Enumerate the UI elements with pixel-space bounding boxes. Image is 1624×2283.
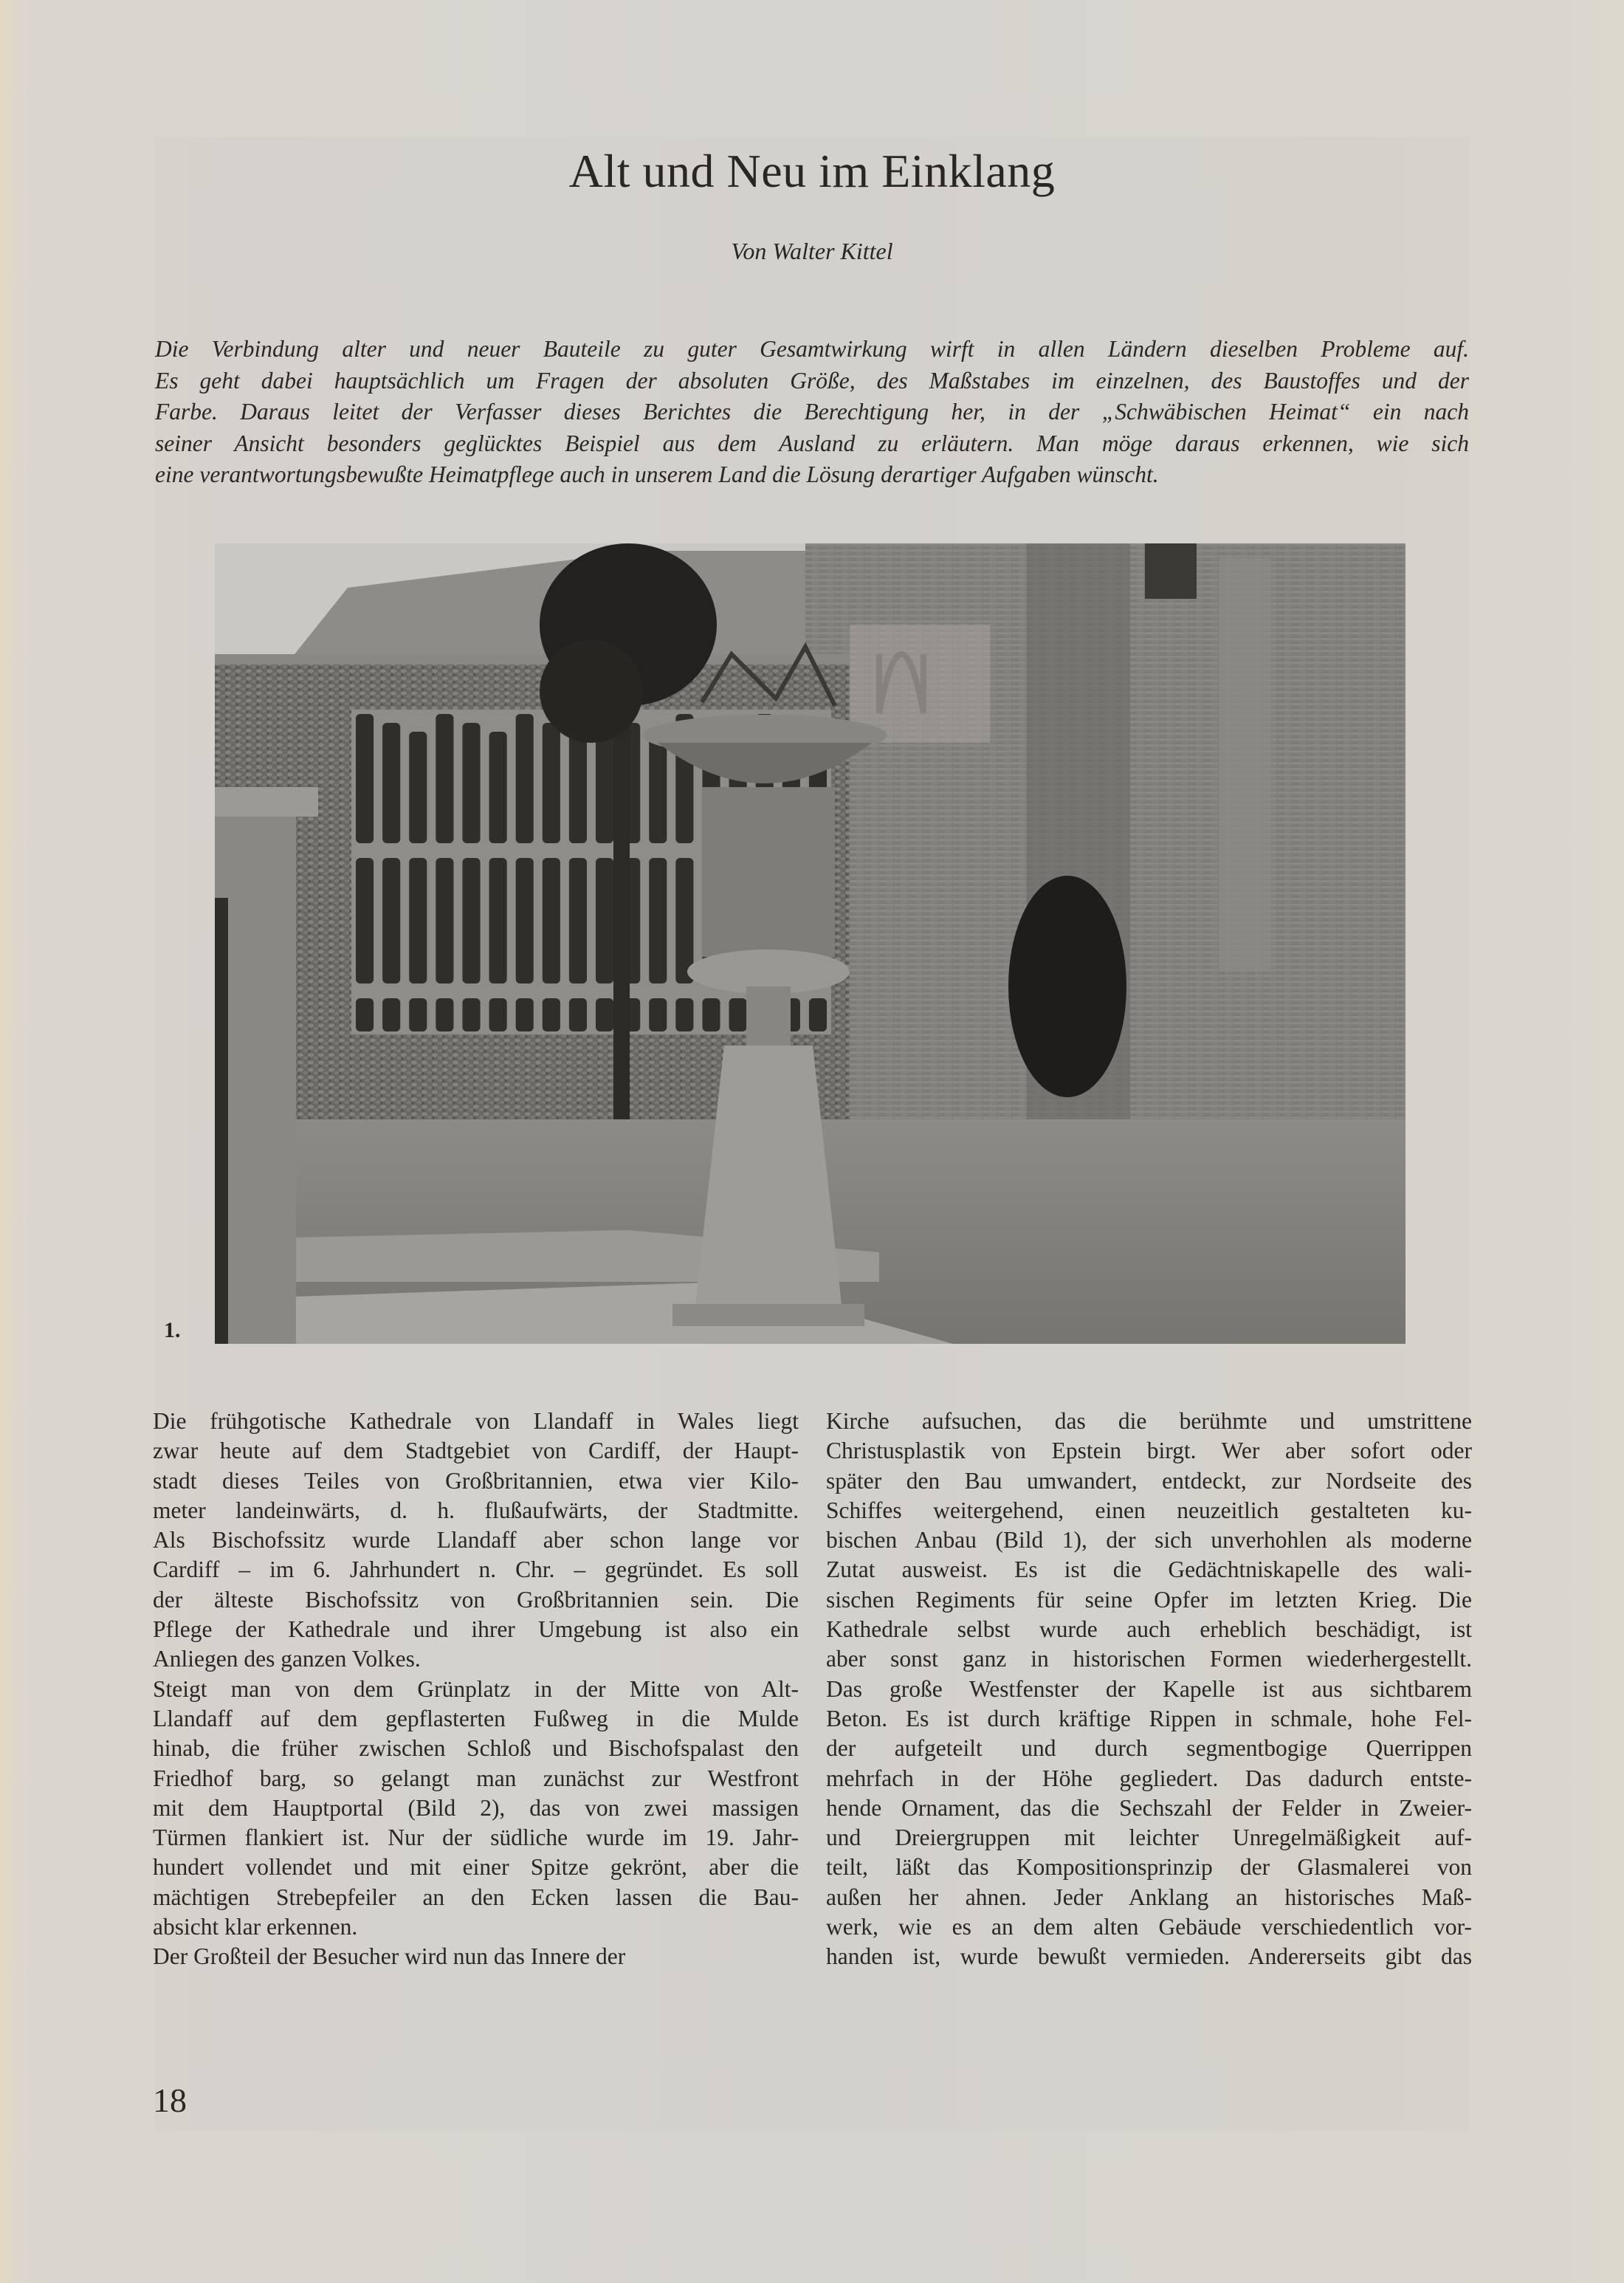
window-pane	[649, 858, 667, 983]
window-pane	[675, 858, 693, 983]
window-pane	[596, 998, 613, 1031]
figure-number: 1.	[164, 1318, 181, 1342]
window-pane	[809, 998, 827, 1031]
window-pane	[543, 858, 560, 983]
body-line: Beton. Es ist durch kräftige Rippen in schmale, hohe Fel-	[826, 1705, 1472, 1731]
body-line: außen her ahnen. Jeder Anklang an historisches Maß-	[826, 1884, 1472, 1910]
body-line: teilt, läßt das Kompositionsprinzip der Glasmalerei von	[826, 1854, 1472, 1881]
body-line: Als Bischofssitz wurde Llandaff aber schon lange vor	[153, 1527, 799, 1554]
intro-line: seiner Ansicht besonders geglücktes Beispiel aus dem Ausland zu erläutern. Man möge daraus erkennen, wie sich	[155, 430, 1469, 456]
window-pane	[462, 998, 480, 1031]
window-pane	[356, 714, 374, 843]
article-byline: Von Walter Kittel	[731, 238, 893, 264]
page-number: 18	[153, 2081, 187, 2119]
window-pane	[596, 858, 613, 983]
body-line: meter landeinwärts, d. h. flußaufwärts, der Stadtmitte.	[153, 1497, 799, 1523]
body-line: sischen Regiments für seine Opfer im letzten Krieg. Die	[826, 1586, 1472, 1613]
window-pane	[382, 723, 400, 843]
body-line: Steigt man von dem Grünplatz in der Mitte von Alt-	[153, 1675, 799, 1702]
body-line: Das große Westfenster der Kapelle ist aus sichtbarem	[826, 1675, 1472, 1702]
body-line: mehrfach in der Höhe gegliedert. Das dadurch entste-	[826, 1765, 1472, 1791]
body-line: stadt dieses Teiles von Großbritannien, etwa vier Kilo-	[153, 1467, 799, 1494]
article-title: Alt und Neu im Einklang	[568, 145, 1056, 197]
window-pane	[382, 998, 400, 1031]
body-line: Llandaff auf dem gepflasterten Fußweg in die Mulde	[153, 1705, 799, 1731]
body-line: der aufgeteilt und durch segmentbogige Querrippen	[826, 1735, 1472, 1762]
body-line: hundert vollendet und mit einer Spitze gekrönt, aber die	[153, 1854, 799, 1881]
window-pane	[382, 858, 400, 983]
body-line: Der Großteil der Besucher wird nun das Innere der	[153, 1943, 626, 1970]
body-line: absicht klar erkennen.	[153, 1914, 358, 1940]
window-pane	[729, 998, 747, 1031]
window-pane	[436, 858, 453, 983]
window-pane	[543, 998, 560, 1031]
window-pane	[436, 714, 453, 843]
window-pane	[489, 732, 507, 843]
window-pane	[489, 998, 507, 1031]
body-line: Cardiff – im 6. Jahrhundert n. Chr. – gegründet. Es soll	[153, 1556, 799, 1583]
window-pane	[409, 998, 427, 1031]
body-line: Türmen flankiert ist. Nur der südliche wurde im 19. Jahr-	[153, 1824, 799, 1851]
body-line: bischen Anbau (Bild 1), der sich unverhohlen als moderne	[826, 1527, 1472, 1554]
body-line: mächtigen Strebepfeiler an den Ecken lassen die Bau-	[153, 1884, 799, 1910]
body-line: handen ist, wurde bewußt vermieden. Andererseits gibt das	[826, 1943, 1472, 1970]
body-line: aber sonst ganz in historischen Formen wiederhergestellt.	[826, 1646, 1472, 1672]
body-line: Schiffes weitergehend, einen neuzeitlich gestalteten ku-	[826, 1497, 1472, 1523]
body-line: Kathedrale selbst wurde auch erheblich beschädigt, ist	[826, 1616, 1472, 1643]
body-column-left	[153, 1407, 799, 1972]
body-line: Pflege der Kathedrale und ihrer Umgebung ist also ein	[153, 1616, 799, 1643]
window-pane	[409, 858, 427, 983]
window-pane	[649, 732, 667, 843]
body-line: Zutat ausweist. Es ist die Gedächtniskapelle des wali-	[826, 1556, 1472, 1583]
window-pane	[516, 714, 534, 843]
body-line: Die frühgotische Kathedrale von Llandaff in Wales liegt	[153, 1408, 799, 1434]
window-pane	[516, 858, 534, 983]
window-pane	[409, 732, 427, 843]
window-pane	[462, 723, 480, 843]
article-intro	[155, 334, 1469, 491]
body-line: werk, wie es an dem alten Gebäude verschiedentlich vor-	[826, 1914, 1472, 1940]
intro-line: Farbe. Daraus leitet der Verfasser dieses Berichtes die Berechtigung her, in der „Schwäbischen Heimat“ ein nach	[155, 399, 1469, 425]
window-pane	[356, 858, 374, 983]
window-pane	[489, 858, 507, 983]
body-line: hinab, die früher zwischen Schloß und Bischofspalast den	[153, 1735, 799, 1762]
body-line: Friedhof barg, so gelangt man zunächst zur Westfront	[153, 1765, 799, 1791]
body-line: und Dreiergruppen mit leichter Unregelmäßigkeit auf-	[826, 1824, 1472, 1851]
window-pane	[436, 998, 453, 1031]
body-line: hende Ornament, das die Sechszahl der Felder in Zweier-	[826, 1794, 1472, 1821]
yew-bush	[1008, 876, 1126, 1097]
body-line: zwar heute auf dem Stadtgebiet von Cardiff, der Haupt-	[153, 1438, 799, 1464]
window-pane	[649, 998, 667, 1031]
body-line: Kirche aufsuchen, das die berühmte und umstrittene	[826, 1408, 1472, 1434]
intro-line: Es geht dabei hauptsächlich um Fragen der absoluten Größe, des Maßstabes im einzelnen, des Baustoffes und der	[155, 367, 1469, 394]
window-pane	[675, 998, 693, 1031]
window-pane	[356, 998, 374, 1031]
window-pane	[569, 732, 587, 843]
window-pane	[516, 998, 534, 1031]
photo-illustration	[215, 543, 1405, 1344]
body-line: der älteste Bischofssitz von Großbritannien sein. Die	[153, 1586, 799, 1613]
window-pane	[569, 998, 587, 1031]
body-line: Anliegen des ganzen Volkes.	[153, 1646, 421, 1672]
body-line: später den Bau umwandert, entdeckt, zur Nordseite des	[826, 1467, 1472, 1494]
window-pane	[702, 998, 720, 1031]
photo-cathedral-chapel	[215, 543, 1405, 1344]
window-pane	[543, 723, 560, 843]
intro-line: Die Verbindung alter und neuer Bauteile zu guter Gesamtwirkung wirft in allen Ländern dieselben Probleme auf.	[155, 336, 1469, 362]
intro-line: eine verantwortungsbewußte Heimatpflege auch in unserem Land die Lösung derartiger Aufgaben wünscht.	[155, 461, 1159, 487]
body-line: mit dem Hauptportal (Bild 2), das von zwei massigen	[153, 1794, 799, 1821]
window-pane	[462, 858, 480, 983]
body-line: Christusplastik von Epstein birgt. Wer aber sofort oder	[826, 1438, 1472, 1464]
body-column-right	[826, 1407, 1472, 1972]
window-pane	[569, 858, 587, 983]
